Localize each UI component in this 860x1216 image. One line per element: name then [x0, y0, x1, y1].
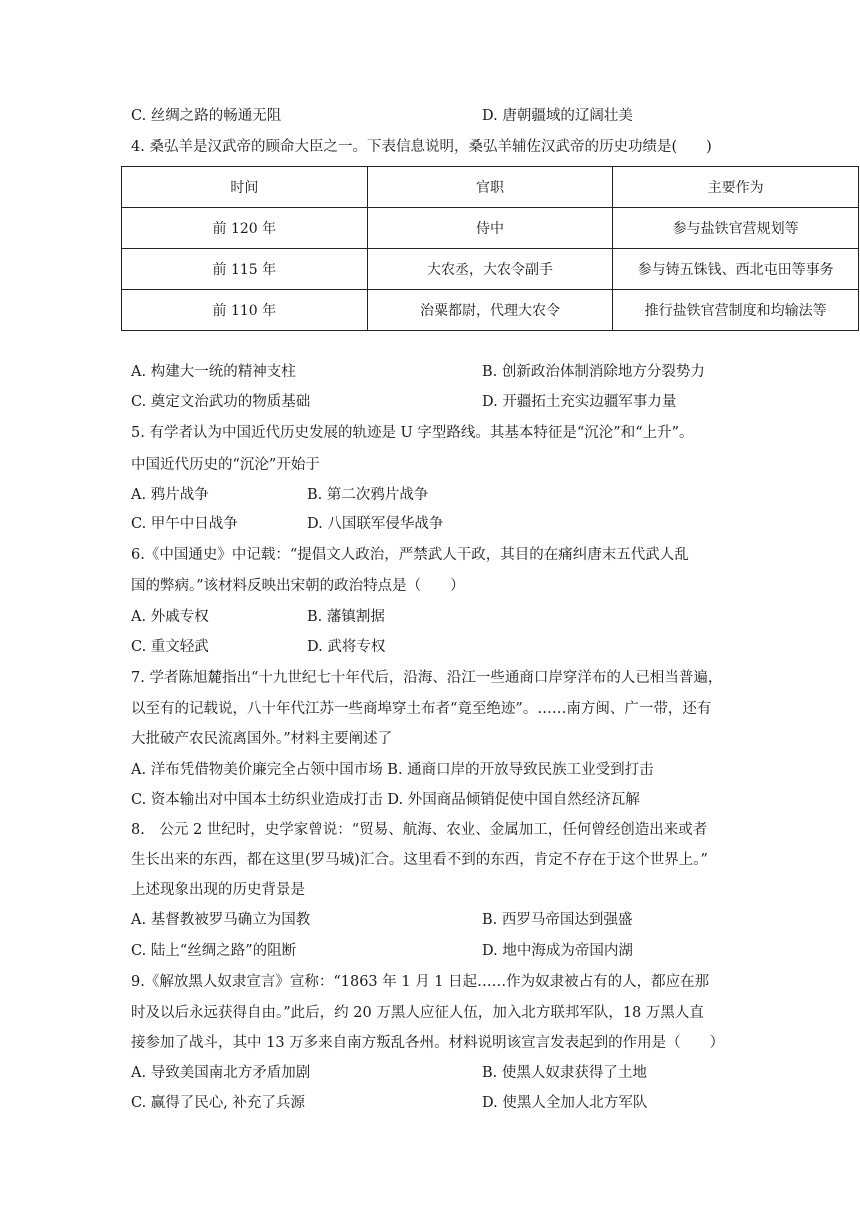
q5-option-b: B. 第二次鸦片战争 [307, 487, 429, 503]
q6-stem-line-1: 6.《中国通史》中记载：“提倡文人政治，严禁武人干政，其目的在痛纠唐末五代武人乱 [131, 547, 689, 563]
table-cell: 前 115 年 [122, 249, 368, 290]
q9-option-c: C. 赢得了民心, 补充了兵源 [131, 1095, 306, 1111]
q9-option-b: B. 使黑人奴隶获得了土地 [482, 1065, 647, 1081]
q9-stem-line-3: 接参加了战斗，其中 13 万多来自南方叛乱各州。材料说明该宣言发表起到的作用是（ ） [131, 1035, 725, 1051]
q8-stem-line-2: 生长出来的东西，都在这里(罗马城)汇合。这里看不到的东西，肯定不存在于这个世界上。” [131, 852, 708, 868]
q6-stem-line-2: 国的弊病。”该材料反映出宋朝的政治特点是（ ） [131, 578, 465, 594]
q6-option-c: C. 重文轻武 [131, 639, 209, 655]
table-cell: 参与盐铁官营规划等 [613, 208, 859, 249]
q8-option-d: D. 地中海成为帝国内湖 [482, 943, 633, 959]
q3-option-c: C. 丝绸之路的畅通无阻 [131, 108, 282, 124]
q7-options-ab: A. 洋布凭借物美价廉完全占领中国市场 B. 通商口岸的开放导致民族工业受到打击 [131, 762, 654, 778]
table-cell: 推行盐铁官营制度和均输法等 [613, 290, 859, 331]
q8-option-a: A. 基督教被罗马确立为国教 [131, 912, 311, 928]
table-header-row [122, 167, 859, 208]
table-header-cell: 主要作为 [613, 167, 859, 208]
q7-stem-line-3: 大批破产农民流离国外。”材料主要阐述了 [131, 731, 393, 747]
q5-option-c: C. 甲午中日战争 [131, 516, 238, 532]
table-cell: 侍中 [367, 208, 613, 249]
q7-options-cd: C. 资本输出对中国本土纺织业造成打击 D. 外国商品倾销促使中国自然经济瓦解 [131, 792, 640, 808]
q8-option-b: B. 西罗马帝国达到强盛 [482, 912, 633, 928]
table-row [122, 249, 859, 290]
q4-stem: 4. 桑弘羊是汉武帝的顾命大臣之一。下表信息说明，桑弘羊辅佐汉武帝的历史功绩是( ) [131, 139, 712, 155]
table-cell: 大农丞，大农令副手 [367, 249, 613, 290]
q7-stem-line-2: 以至有的记载说，八十年代江苏一些商埠穿土布者“竟至绝迹”。……南方闽、广一带，还有 [131, 701, 712, 717]
q9-option-a: A. 导致美国南北方矛盾加剧 [131, 1065, 311, 1081]
q4-option-c: C. 奠定文治武功的物质基础 [131, 394, 311, 410]
q8-option-c: C. 陆上“丝绸之路”的阻断 [131, 943, 297, 959]
table-row [122, 290, 859, 331]
q9-stem-line-1: 9.《解放黑人奴隶宣言》宣称：“1863 年 1 月 1 日起……作为奴隶被占有的人，都应在那 [131, 974, 710, 990]
q5-stem-line-1: 5. 有学者认为中国近代历史发展的轨迹是 U 字型路线。其基本特征是“沉沦”和“上升”。 [131, 425, 694, 441]
q5-option-d: D. 八国联军侵华战争 [307, 516, 444, 532]
q9-option-d: D. 使黑人全加人北方军队 [482, 1095, 648, 1111]
table-header-cell: 官职 [367, 167, 613, 208]
q9-stem-line-2: 时及以后永远获得自由。”此后，约 20 万黑人应征人伍，加入北方联邦军队，18 万黑人直 [131, 1005, 704, 1021]
q7-stem-line-1: 7. 学者陈旭麓指出“十九世纪七十年代后，沿海、沿江一些通商口岸穿洋布的人已相当普遍， [131, 670, 723, 686]
table-cell: 参与铸五铢钱、西北屯田等事务 [613, 249, 859, 290]
q8-stem-line-3: 上述现象出现的历史背景是 [131, 882, 305, 898]
q4-option-d: D. 开疆拓土充实边疆军事力量 [482, 394, 677, 410]
q6-option-d: D. 武将专权 [307, 639, 386, 655]
q8-stem-line-1: 8. 公元 2 世纪时，史学家曾说：“贸易、航海、农业、金属加工，任何曾经创造出来或者 [131, 822, 708, 838]
q5-stem-line-2: 中国近代历史的“沉沦”开始于 [131, 457, 320, 473]
q5-option-a: A. 鸦片战争 [131, 487, 209, 503]
q3-option-d: D. 唐朝疆域的辽阔壮美 [482, 108, 633, 124]
q6-option-b: B. 藩镇割据 [307, 609, 385, 625]
table-cell: 前 120 年 [122, 208, 368, 249]
q6-option-a: A. 外戚专权 [131, 609, 209, 625]
q4-option-b: B. 创新政治体制消除地方分裂势力 [482, 364, 705, 380]
table-row [122, 208, 859, 249]
q4-option-a: A. 构建大一统的精神支柱 [131, 364, 296, 380]
q4-table [121, 166, 859, 331]
table-cell: 前 110 年 [122, 290, 368, 331]
table-header-cell: 时间 [122, 167, 368, 208]
table-cell: 治粟都尉，代理大农令 [367, 290, 613, 331]
